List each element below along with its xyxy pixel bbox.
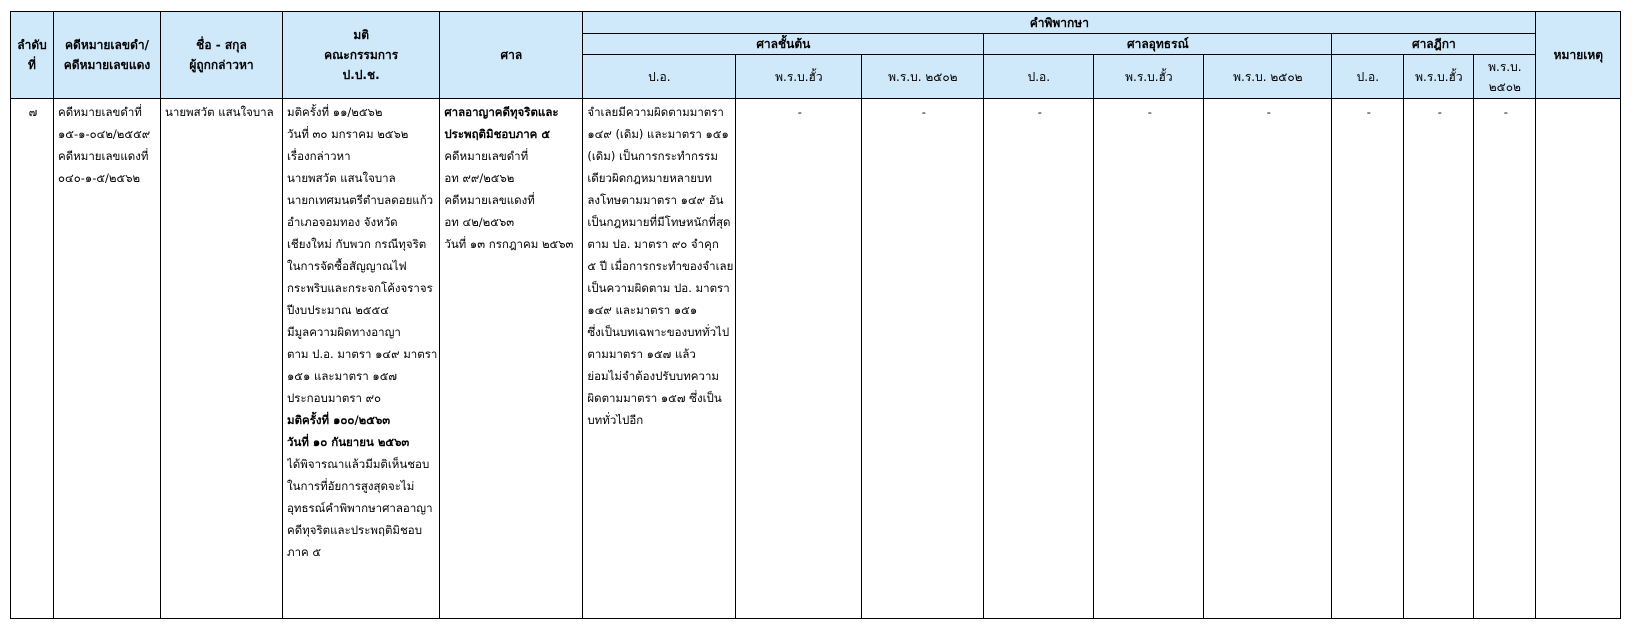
case-table	[10, 11, 1621, 619]
court-line: วันที่ ๑๓ กรกฎาคม ๒๕๖๓	[444, 237, 574, 251]
header-appeal-2502: พ.ร.บ. ๒๕๐๒	[1204, 55, 1332, 99]
header-supreme-pa: ป.อ.	[1332, 55, 1404, 99]
judgment-line: จำเลยมีความผิดตามมาตรา	[587, 105, 724, 119]
header-resolution-line3: ป.ป.ช.	[342, 68, 380, 82]
header-resolution-line1: มติ	[353, 28, 370, 42]
resolution-line: ในการจัดซื้อสัญญาณไฟ	[287, 259, 407, 273]
header-supreme-2502	[1474, 55, 1536, 99]
judgment-line: ๑๔๙ และมาตรา ๑๕๑	[587, 303, 698, 317]
resolution-line: ได้พิจารณาแล้วมีมติเห็นชอบ	[287, 457, 430, 471]
cell-court	[440, 99, 583, 619]
judgment-line: เป็นกฎหมายที่มีโทษหนักที่สุด	[587, 215, 731, 229]
resolution-line: มีมูลความผิดทางอาญา	[287, 325, 401, 339]
cell-first-bid: -	[736, 99, 862, 619]
cell-first-2502: -	[862, 99, 984, 619]
resolution-line: ภาค ๕	[287, 545, 322, 559]
cell-supreme-pa: -	[1332, 99, 1404, 619]
resolution-line: ตาม ป.อ. มาตรา ๑๔๙ มาตรา	[287, 347, 438, 361]
header-accused	[161, 12, 283, 99]
cell-resolution	[283, 99, 440, 619]
judgment-line: ลงโทษตามมาตรา ๑๔๙ อัน	[587, 193, 724, 207]
court-line: คดีหมายเลขดำที่	[444, 149, 529, 163]
header-case-line2: คดีหมายเลขแดง	[63, 58, 151, 72]
header-case-numbers	[54, 12, 161, 99]
case-line: คดีหมายเลขแดงที่	[58, 149, 149, 163]
cell-supreme-2502: -	[1474, 99, 1536, 619]
cell-judgment-first-pa	[583, 99, 736, 619]
judgment-line: เดียวผิดกฎหมายหลายบท	[587, 171, 712, 185]
cell-remark	[1536, 99, 1621, 619]
header-accused-line2: ผู้ถูกกล่าวหา	[189, 58, 254, 72]
court-line: อท ๙๙/๒๕๖๒	[444, 171, 515, 185]
cell-appeal-pa: -	[984, 99, 1094, 619]
case-line: คดีหมายเลขดำที่	[58, 105, 142, 119]
case-line: ๐๔๐-๑-๕/๒๕๖๒	[58, 171, 141, 185]
resolution-bold-line: วันที่ ๑๐ กันยายน ๒๕๖๓	[287, 435, 410, 449]
resolution-line: เชียงใหม่ กับพวก กรณีทุจริต	[287, 237, 427, 251]
court-line: คดีหมายเลขแดงที่	[444, 193, 535, 207]
judgment-line: ๕ ปี เมื่อการกระทำของจำเลย	[587, 259, 734, 273]
header-order-line2: ที่	[28, 58, 36, 72]
header-supreme-2502-line1: พ.ร.บ.	[1488, 59, 1522, 74]
resolution-line: คดีทุจริตและประพฤติมิชอบ	[287, 523, 423, 537]
cell-case-numbers	[54, 99, 161, 619]
judgment-line: ย่อมไม่จำต้องปรับบทความ	[587, 369, 719, 383]
judgment-line: ซึ่งเป็นบทเฉพาะของบททั่วไป	[587, 325, 730, 339]
header-case-line1: คดีหมายเลขดำ/	[65, 38, 149, 52]
judgment-line: บททั่วไปอีก	[587, 413, 644, 427]
resolution-line: นายพสวัต แสนใจบาล	[287, 171, 396, 185]
court-line: อท ๔๒/๒๕๖๓	[444, 215, 515, 229]
judgment-line: (เดิม) เป็นการกระทำกรรม	[587, 149, 718, 163]
resolution-line: ๑๕๑ และมาตรา ๑๕๗	[287, 369, 398, 383]
resolution-line: นายกเทศมนตรีตำบลดอยแก้ว	[287, 193, 434, 207]
cell-appeal-2502: -	[1204, 99, 1332, 619]
judgment-line: ตามมาตรา ๑๕๗ แล้ว	[587, 347, 696, 361]
header-court-appeal: ศาลอุทธรณ์	[984, 34, 1332, 55]
header-supreme-bid: พ.ร.บ.ฮั้ว	[1404, 55, 1474, 99]
header-order-line1: ลำดับ	[17, 38, 47, 52]
header-supreme-2502-line2: ๒๕๐๒	[1488, 79, 1521, 94]
resolution-line: กระพริบและกระจกโค้งจราจร	[287, 281, 433, 295]
header-first-pa: ป.อ.	[583, 55, 736, 99]
resolution-line: อำเภอจอมทอง จังหวัด	[287, 215, 398, 229]
judgment-line: เป็นความผิดตาม ปอ. มาตรา	[587, 281, 730, 295]
header-appeal-pa: ป.อ.	[984, 55, 1094, 99]
cell-appeal-bid: -	[1094, 99, 1204, 619]
header-resolution-line2: คณะกรรมการ	[324, 48, 399, 62]
header-remark: หมายเหตุ	[1536, 12, 1621, 99]
court-bold-line: ประพฤติมิชอบภาค ๕	[444, 127, 551, 141]
judgment-line: ๑๔๙ (เดิม) และมาตรา ๑๕๑	[587, 127, 729, 141]
header-appeal-bid: พ.ร.บ.ฮั้ว	[1094, 55, 1204, 99]
resolution-bold-line: มติครั้งที่ ๑๐๐/๒๕๖๓	[287, 413, 391, 427]
case-line: ๑๕-๑-๐๔๒/๒๕๕๙	[58, 127, 151, 141]
header-court-supreme: ศาลฎีกา	[1332, 34, 1536, 55]
resolution-line: ในการที่อัยการสูงสุดจะไม่	[287, 479, 415, 493]
header-first-2502: พ.ร.บ. ๒๕๐๒	[862, 55, 984, 99]
resolution-line: ประกอบมาตรา ๙๐	[287, 391, 382, 405]
header-order	[11, 12, 54, 99]
cell-accused: นายพสวัต แสนใจบาล	[161, 99, 283, 619]
cell-order: ๗	[11, 99, 54, 619]
resolution-line: ปีงบประมาณ ๒๕๕๔	[287, 303, 389, 317]
table-row	[11, 99, 1621, 619]
judgment-line: ผิดตามมาตรา ๑๕๗ ซึ่งเป็น	[587, 391, 722, 405]
judgment-line: ตาม ปอ. มาตรา ๙๐ จำคุก	[587, 237, 719, 251]
header-judgment: คำพิพากษา	[583, 12, 1536, 34]
header-accused-line1: ชื่อ - สกุล	[196, 38, 247, 52]
resolution-line: วันที่ ๓๐ มกราคม ๒๕๖๒	[287, 127, 409, 141]
header-court-first: ศาลชั้นต้น	[583, 34, 984, 55]
header-resolution	[283, 12, 440, 99]
court-bold-line: ศาลอาญาคดีทุจริตและ	[444, 105, 559, 119]
resolution-line: มติครั้งที่ ๑๑/๒๕๖๒	[287, 105, 383, 119]
resolution-line: อุทธรณ์คำพิพากษาศาลอาญา	[287, 501, 433, 515]
cell-supreme-bid: -	[1404, 99, 1474, 619]
header-court: ศาล	[440, 12, 583, 99]
resolution-line: เรื่องกล่าวหา	[287, 149, 351, 163]
header-first-bid: พ.ร.บ.ฮั้ว	[736, 55, 862, 99]
